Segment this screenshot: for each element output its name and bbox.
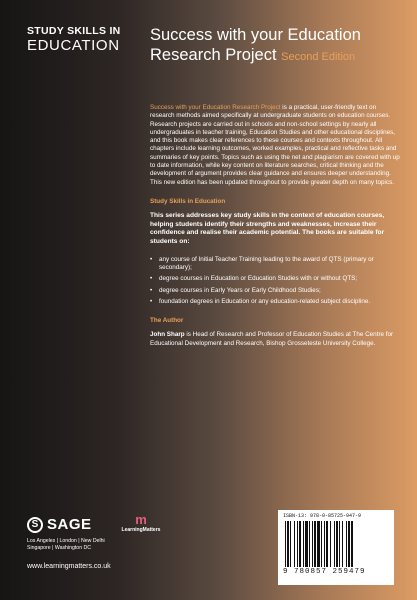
learning-matters-logo — [120, 513, 162, 533]
sage-wordmark: SAGE — [47, 516, 92, 533]
series-line1: STUDY SKILLS IN — [27, 25, 121, 37]
edition-label: Second Edition — [281, 50, 356, 63]
audience-list — [150, 256, 402, 306]
sage-s-icon: S — [27, 517, 43, 533]
series-description: This series addresses key study skills in the context of education courses, helping students identify their strengths and weaknesses, increase their confidence and realise their academic potential. The books are suitable for students on: — [150, 212, 385, 246]
cities-line2: Singapore | Washington DC — [27, 545, 92, 551]
isbn-barcode-box — [278, 510, 394, 585]
intro-body: is a practical, user-friendly text on research methods aimed specifically at undergraduate students on education courses. Research projects are carried out in schools and non-school settings by nearly all undergraduates in teacher training, Education Studies and other educational disciplines, and this book makes clear references to these courses and contexts throughout. All chapters include learning outcomes, worked examples, practical and reflective tasks and summaries of key points. Topics such as using the net and plagiarism are covered with up to date information, while key content on literature searches, critical thinking and the development of argument provides clear guidance and ensures deeper understanding. This new edition has been updated throughout to provide greater depth on many topics. — [150, 104, 400, 186]
list-item: • degree courses in Early Years or Early Childhood Studies; — [150, 287, 402, 295]
learning-matters-wordmark: LearningMatters — [121, 527, 161, 533]
author-name: John Sharp — [150, 331, 185, 339]
author-bio — [150, 331, 402, 348]
publisher-cities — [27, 538, 105, 552]
blurb-content — [150, 104, 402, 348]
book-title-main: Success with your Education Research Project — [150, 26, 361, 64]
author-heading: The Author — [150, 317, 184, 325]
list-item: • any course of Initial Teacher Training leading to the award of QTS (primary or secondary); — [150, 256, 402, 273]
series-logo — [27, 25, 121, 55]
isbn-text: ISBN-13: 978-0-85725-947-9 — [283, 513, 362, 519]
intro-paragraph — [150, 104, 402, 187]
list-item: • degree courses in Education or Education Studies with or without QTS; — [150, 275, 402, 283]
cities-line1: Los Angeles | London | New Delhi — [27, 538, 105, 544]
sage-logo — [27, 516, 92, 533]
author-bio-text: is Head of Research and Professor of Education Studies at The Centre for Educational Development and Research, Bishop Grosseteste University College. — [150, 331, 394, 347]
book-title — [150, 26, 410, 67]
list-item: • foundation degrees in Education or any education-related subject discipline. — [150, 298, 402, 306]
learning-matters-icon: m — [135, 512, 147, 527]
intro-lead: Success with your Education Research Project — [150, 104, 281, 111]
barcode-icon — [283, 521, 389, 567]
series-line2: EDUCATION — [27, 37, 120, 54]
series-heading: Study Skills in Education — [150, 197, 226, 205]
publisher-url: www.learningmatters.co.uk — [27, 563, 111, 570]
barcode-digits: 9 780857 259479 — [283, 568, 366, 576]
